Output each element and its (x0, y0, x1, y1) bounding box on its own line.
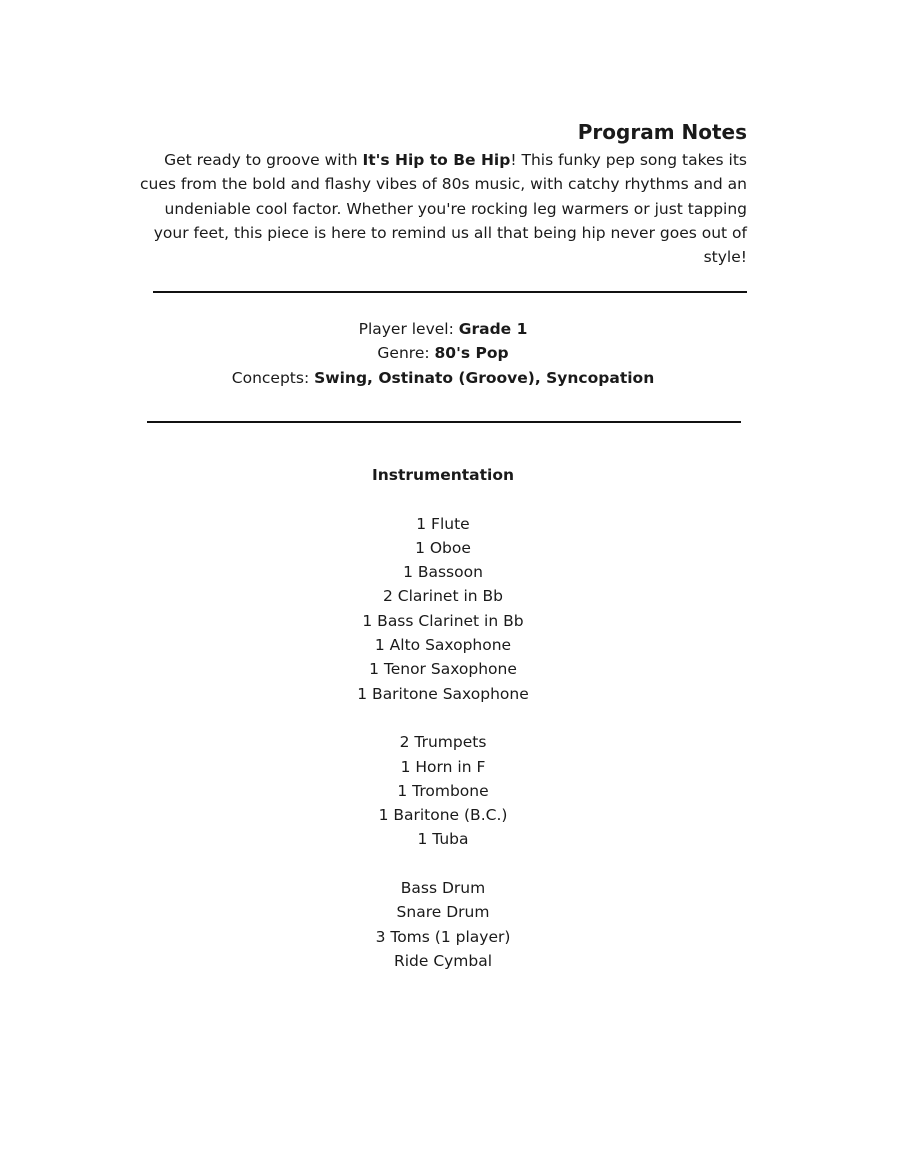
list-item: 2 Trumpets (399, 733, 487, 752)
list-item: 1 Baritone (B.C.) (378, 806, 508, 825)
piece-title: It's Hip to Be Hip (362, 151, 511, 169)
program-notes-description: ! This funky pep song takes its cues from the bold and flashy vibes of 80s music, with catchy rhythms and an undeniable cool factor. Whether you're rocking leg warmers or just tapping your feet, this piece is here to remind us all that being hip never goes out of style! (140, 151, 747, 267)
program-notes-intro: Get ready to groove with (164, 151, 363, 169)
percussion-list (200, 876, 686, 973)
program-notes-body (140, 148, 747, 269)
list-item: 2 Clarinet in Bb (383, 587, 503, 606)
divider-top (153, 291, 747, 293)
list-item: Ride Cymbal (393, 951, 493, 970)
instrumentation-section (200, 463, 686, 998)
player-level-value: Grade 1 (458, 320, 528, 338)
list-item: 1 Alto Saxophone (374, 636, 512, 655)
list-item: 1 Baritone Saxophone (357, 684, 529, 703)
list-item: Bass Drum (400, 879, 486, 898)
list-item: 1 Oboe (415, 538, 471, 557)
divider-bottom (147, 421, 741, 423)
list-item: 1 Tenor Saxophone (369, 660, 517, 679)
concepts-label: Concepts: (231, 368, 315, 387)
list-item: 1 Horn in F (400, 757, 486, 776)
brass-list (200, 730, 686, 851)
list-item: 1 Bassoon (403, 563, 483, 582)
list-item: 1 Trombone (397, 781, 489, 800)
genre-line (100, 341, 786, 365)
genre-label: Genre: (377, 344, 435, 363)
list-item: 1 Bass Clarinet in Bb (362, 611, 524, 630)
player-level-label: Player level: (358, 320, 459, 338)
genre-value: 80's Pop (434, 344, 509, 363)
concepts-value: Swing, Ostinato (Groove), Syncopation (314, 368, 655, 387)
list-item: 1 Tuba (417, 830, 469, 849)
list-item: 1 Flute (416, 514, 470, 533)
woodwinds-list (200, 512, 686, 706)
concepts-line (100, 366, 786, 390)
instrumentation-title: Instrumentation (371, 466, 515, 484)
piece-details (100, 317, 786, 390)
program-notes-title: Program Notes (577, 120, 747, 144)
list-item: 3 Toms (1 player) (375, 927, 511, 946)
list-item: Snare Drum (396, 903, 490, 922)
player-level-line (100, 317, 786, 341)
